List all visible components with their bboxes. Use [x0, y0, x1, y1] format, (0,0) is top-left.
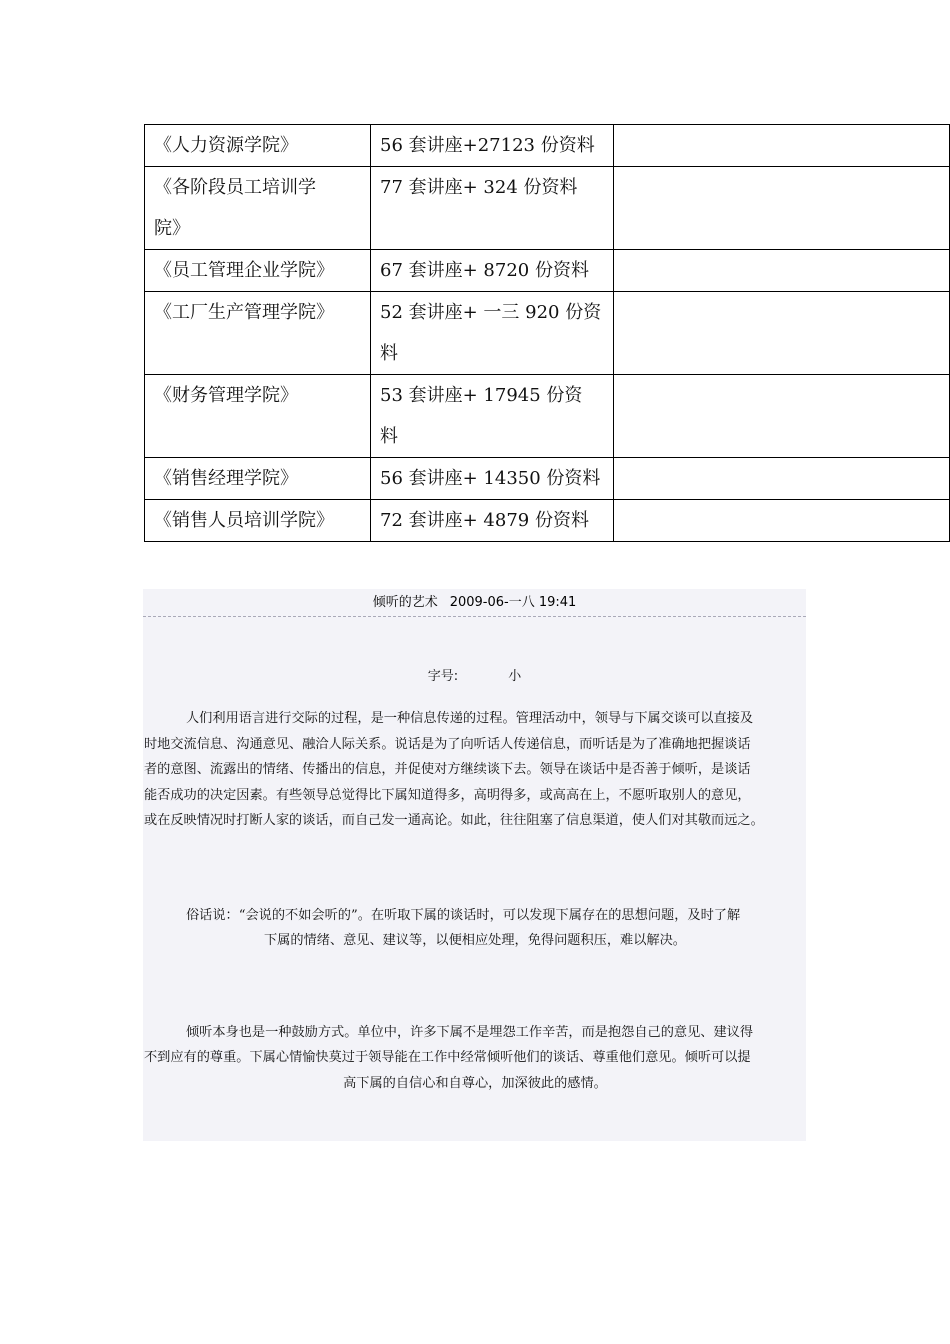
article-datetime: 2009-06-一八 19:41: [449, 595, 577, 610]
paragraph-line: 时地交流信息、沟通意见、融洽人际关系。说话是为了向听话人传递信息，而听话是为了准确地把握谈话: [144, 736, 751, 752]
paragraph-line: 不到应有的尊重。下属心情愉快莫过于领导能在工作中经常倾听他们的谈话、尊重他们意见。倾听可以提: [144, 1050, 751, 1065]
paragraph-line: 能否成功的决定因素。有些领导总觉得比下属知道得多，高明得多，或高高在上，不愿听取别人的意见，: [144, 787, 751, 803]
college-name: 《销售人员培训学院》: [145, 500, 371, 542]
college-detail: 77 套讲座+ 324 份资料: [371, 167, 614, 250]
table-row: [145, 375, 950, 458]
paragraph-line: 或在反映情况时打断人家的谈话，而自己发一通高论。如此，往往阻塞了信息渠道，使人们对其敬而远之。: [144, 813, 764, 828]
college-name: 《工厂生产管理学院》: [145, 292, 371, 375]
table-row: [145, 500, 950, 542]
college-detail-line: 52 套讲座+ 一三 920 份资: [380, 302, 602, 323]
college-detail: [371, 292, 614, 375]
table-row: [145, 292, 950, 375]
table-row: [145, 125, 950, 167]
college-name: 《财务管理学院》: [145, 375, 371, 458]
paragraph-line: 者的意图、流露出的情绪、传播出的信息，并促使对方继续谈下去。领导在谈话中是否善于倾听，是谈话: [144, 762, 751, 777]
college-detail: [371, 375, 614, 458]
college-detail-line: 料: [380, 343, 398, 364]
college-detail-line: 53 套讲座+ 17945 份资: [380, 385, 583, 406]
paragraph-line: 倾听本身也是一种鼓励方式。单位中，许多下属不是埋怨工作辛苦，而是抱怨自己的意见、建议得: [186, 1024, 754, 1040]
college-detail: 56 套讲座+ 14350 份资料: [371, 458, 614, 500]
table-row: [145, 458, 950, 500]
article-paragraph: [143, 706, 806, 834]
college-note: [614, 125, 950, 167]
table-row: [145, 250, 950, 292]
paragraph-line: 俗话说：“会说的不如会听的”。在听取下属的谈话时，可以发现下属存在的思想问题，及时了解: [186, 907, 741, 923]
font-size-label: 字号:: [427, 669, 459, 684]
college-name-line: 《各阶段员工培训学: [154, 177, 316, 198]
college-name-line: 院》: [154, 218, 190, 239]
college-name: 《人力资源学院》: [145, 125, 371, 167]
college-note: [614, 250, 950, 292]
font-size-small-link[interactable]: 小: [508, 669, 522, 684]
college-note: [614, 292, 950, 375]
college-detail-line: 料: [380, 426, 398, 447]
college-name: 《员工管理企业学院》: [145, 250, 371, 292]
college-note: [614, 375, 950, 458]
college-name: [145, 167, 371, 250]
table-row: [145, 167, 950, 250]
college-note: [614, 167, 950, 250]
college-detail: 67 套讲座+ 8720 份资料: [371, 250, 614, 292]
article-header: [143, 589, 806, 617]
paragraph-line: 人们利用语言进行交际的过程，是一种信息传递的过程。管理活动中，领导与下属交谈可以直接及: [186, 711, 754, 726]
course-catalog-table: [144, 124, 950, 542]
college-detail: 56 套讲座+27123 份资料: [371, 125, 614, 167]
college-name: 《销售经理学院》: [145, 458, 371, 500]
paragraph-line: 高下属的自信心和自尊心，加深彼此的感情。: [343, 1075, 607, 1091]
paragraph-line: 下属的情绪、意见、建议等，以便相应处理，免得问题积压，难以解决。: [264, 933, 686, 948]
article-paragraph: [143, 903, 806, 954]
college-detail: 72 套讲座+ 4879 份资料: [371, 500, 614, 542]
article-paragraph: [143, 1020, 806, 1097]
college-note: [614, 458, 950, 500]
article-title: 倾听的艺术: [372, 595, 438, 610]
college-note: [614, 500, 950, 542]
font-size-control: [143, 665, 806, 684]
article-panel: [143, 589, 806, 1141]
